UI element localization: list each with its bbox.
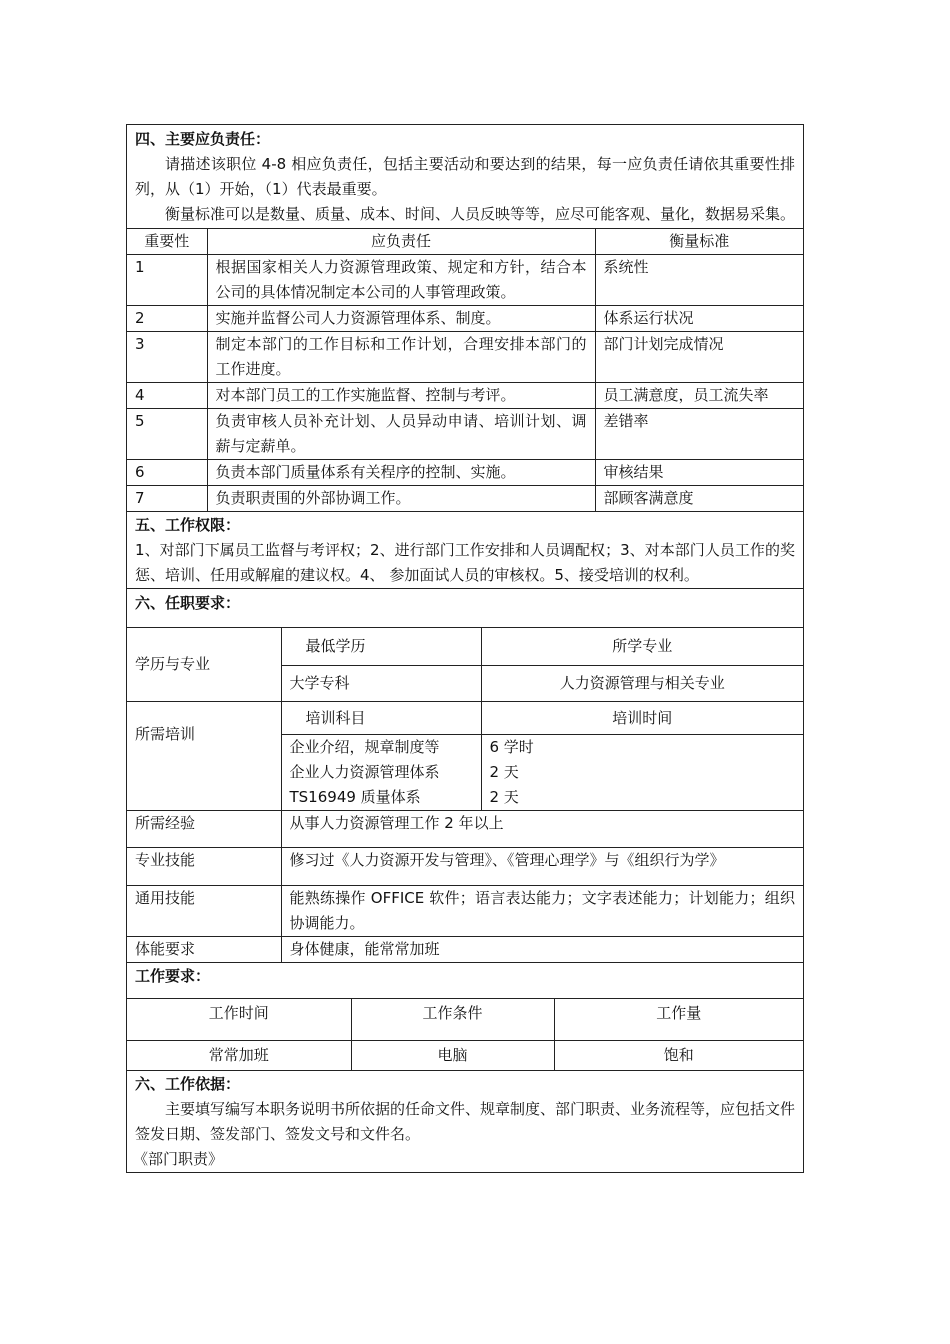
work-condition-value: 电脑 bbox=[351, 1041, 554, 1071]
pro-skill-label: 专业技能 bbox=[127, 848, 281, 886]
training-subject: 企业介绍，规章制度等 bbox=[289, 738, 440, 756]
training-subject: 企业人力资源管理体系 bbox=[289, 763, 440, 781]
section5-heading: 五、工作权限： bbox=[135, 516, 241, 534]
physical-value: 身体健康，能常常加班 bbox=[281, 937, 803, 963]
work-condition-header: 工作条件 bbox=[351, 999, 554, 1041]
duty-cell: 对本部门员工的工作实施监督、控制与考评。 bbox=[207, 383, 595, 409]
col-header-duty: 应负责任 bbox=[207, 229, 595, 255]
training-times bbox=[481, 735, 803, 811]
training-time: 2 天 bbox=[489, 788, 519, 806]
col-header-measure: 衡量标准 bbox=[595, 229, 803, 255]
training-col-subject: 培训科目 bbox=[281, 702, 481, 735]
section-work-basis bbox=[126, 1071, 804, 1173]
workload-header: 工作量 bbox=[554, 999, 803, 1041]
measure-cell: 系统性 bbox=[595, 255, 803, 306]
section5-text: 1、对部门下属员工监督与考评权；2、进行部门工作安排和人员调配权；3、对本部门人员工作的奖惩、培训、任用或解雇的建议权。4、 参加面试人员的审核权。5、接受培训的权利。 bbox=[135, 541, 795, 584]
work-req-heading: 工作要求： bbox=[135, 967, 211, 985]
training-time: 6 学时 bbox=[489, 738, 534, 756]
rank-cell: 2 bbox=[127, 306, 207, 332]
training-subjects bbox=[281, 735, 481, 811]
duty-cell: 负责本部门质量体系有关程序的控制、实施。 bbox=[207, 460, 595, 486]
pro-skill-value: 修习过《人力资源开发与管理》、《管理心理学》与《组织行为学》 bbox=[281, 848, 803, 886]
physical-label: 体能要求 bbox=[127, 937, 281, 963]
work-requirements-table bbox=[127, 998, 803, 1071]
section4-heading: 四、主要应负责任： bbox=[135, 130, 271, 148]
table-row bbox=[127, 383, 803, 409]
rank-cell: 4 bbox=[127, 383, 207, 409]
rank-cell: 1 bbox=[127, 255, 207, 306]
work-time-value: 常常加班 bbox=[127, 1041, 351, 1071]
measure-cell: 体系运行状况 bbox=[595, 306, 803, 332]
section-qualifications bbox=[126, 588, 804, 963]
general-skill-label: 通用技能 bbox=[127, 886, 281, 937]
training-col-time: 培训时间 bbox=[481, 702, 803, 735]
rank-cell: 7 bbox=[127, 486, 207, 512]
section-work-requirements bbox=[126, 963, 804, 1071]
responsibilities-table bbox=[127, 228, 803, 511]
table-row bbox=[127, 255, 803, 306]
section6-heading: 六、任职要求： bbox=[135, 594, 241, 612]
duty-cell: 实施并监督公司人力资源管理体系、制度。 bbox=[207, 306, 595, 332]
section6b-text: 主要填写编写本职务说明书所依据的任命文件、规章制度、部门职责、业务流程等，应包括文件签发日期、签发部门、签发文号和文件名。 bbox=[135, 1100, 796, 1143]
table-row bbox=[127, 306, 803, 332]
rank-cell: 5 bbox=[127, 409, 207, 460]
measure-cell: 审核结果 bbox=[595, 460, 803, 486]
training-time: 2 天 bbox=[489, 763, 519, 781]
education-min-degree-value: 大学专科 bbox=[281, 666, 481, 702]
section-authority bbox=[126, 511, 804, 588]
duty-cell: 制定本部门的工作目标和工作计划，合理安排本部门的工作进度。 bbox=[207, 332, 595, 383]
workload-value: 饱和 bbox=[554, 1041, 803, 1071]
training-subject: TS16949 质量体系 bbox=[289, 788, 421, 806]
work-time-header: 工作时间 bbox=[127, 999, 351, 1041]
col-header-importance: 重要性 bbox=[127, 229, 207, 255]
section6b-heading: 六、工作依据： bbox=[135, 1075, 241, 1093]
measure-cell: 部门计划完成情况 bbox=[595, 332, 803, 383]
rank-cell: 3 bbox=[127, 332, 207, 383]
qualifications-table bbox=[127, 627, 803, 963]
job-description-document bbox=[126, 124, 804, 1173]
section6b-doc: 《部门职责》 bbox=[133, 1150, 224, 1168]
duty-cell: 负责职责围的外部协调工作。 bbox=[207, 486, 595, 512]
section4-instructions: 请描述该职位 4-8 相应负责任，包括主要活动和要达到的结果，每一应负责任请依其重要性排列，从（1）开始，（1）代表最重要。 bbox=[135, 155, 795, 198]
education-label: 学历与专业 bbox=[127, 628, 281, 702]
table-row bbox=[127, 409, 803, 460]
measure-cell: 部顾客满意度 bbox=[595, 486, 803, 512]
measure-cell: 差错率 bbox=[595, 409, 803, 460]
experience-label: 所需经验 bbox=[127, 811, 281, 848]
measure-cell: 员工满意度，员工流失率 bbox=[595, 383, 803, 409]
training-label: 所需培训 bbox=[127, 702, 281, 811]
section-responsibilities bbox=[126, 124, 804, 511]
general-skill-value: 能熟练操作 OFFICE 软件；语言表达能力；文字表述能力；计划能力；组织协调能力。 bbox=[281, 886, 803, 937]
experience-value: 从事人力资源管理工作 2 年以上 bbox=[281, 811, 803, 848]
table-row bbox=[127, 332, 803, 383]
duty-cell: 根据国家相关人力资源管理政策、规定和方针，结合本公司的具体情况制定本公司的人事管理政策。 bbox=[207, 255, 595, 306]
education-col-min-degree: 最低学历 bbox=[281, 628, 481, 666]
rank-cell: 6 bbox=[127, 460, 207, 486]
table-row bbox=[127, 460, 803, 486]
duty-cell: 负责审核人员补充计划、人员异动申请、培训计划、调薪与定薪单。 bbox=[207, 409, 595, 460]
education-major-value: 人力资源管理与相关专业 bbox=[481, 666, 803, 702]
education-col-major: 所学专业 bbox=[481, 628, 803, 666]
table-row bbox=[127, 486, 803, 512]
section4-measure-note: 衡量标准可以是数量、质量、成本、时间、人员反映等等，应尽可能客观、量化，数据易采集。 bbox=[165, 205, 796, 223]
